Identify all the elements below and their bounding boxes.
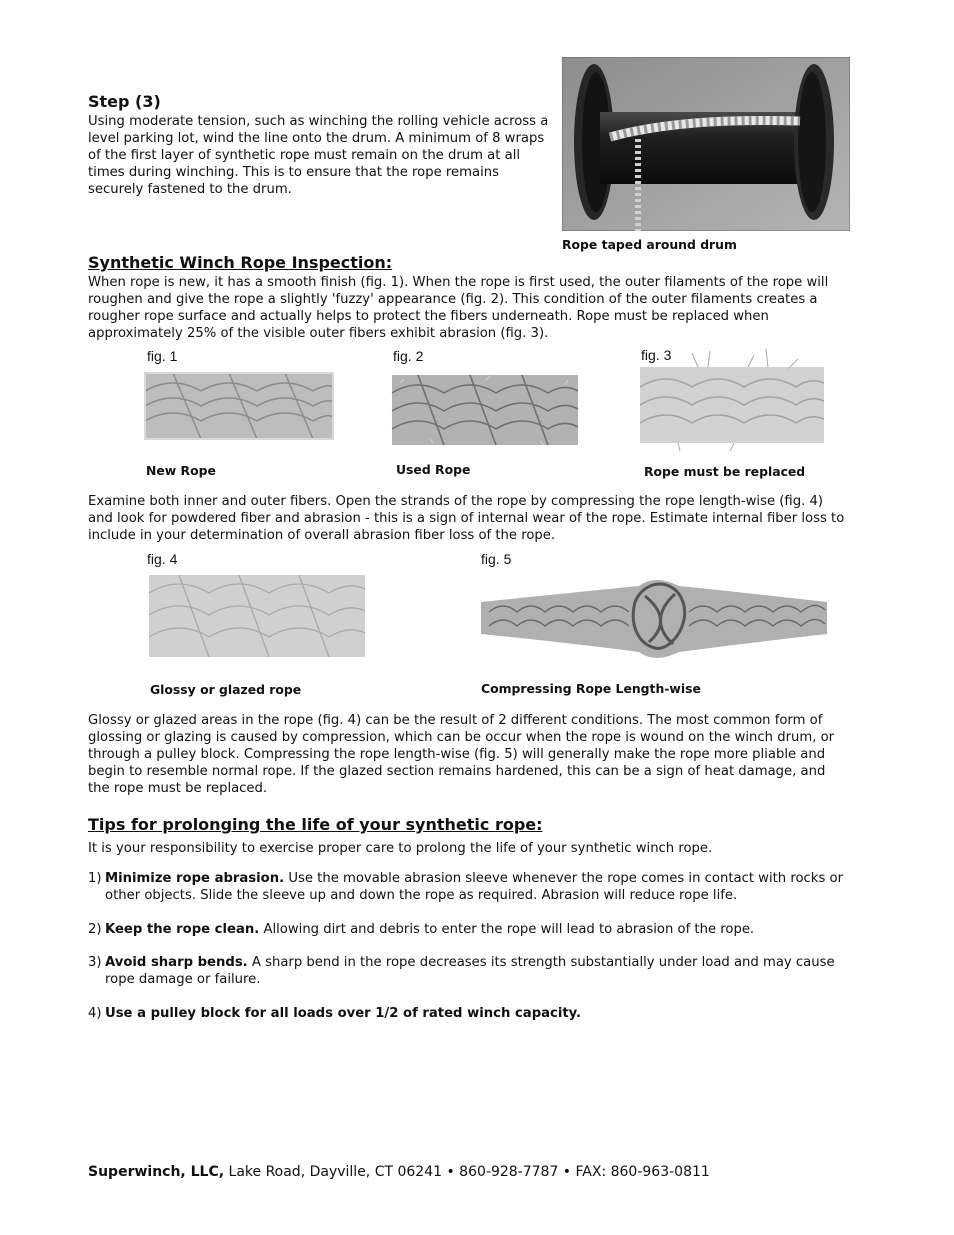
examine-paragraph: Examine both inner and outer fibers. Open the strands of the rope by compressing the rope length-wise (fig. 4) and look for powdered fiber and abrasion - this is a sign of internal wear of the rope. Estimate internal fiber loss to include in your determination of overall abrasion fiber loss of the rope. [88,494,845,543]
fig3-label: fig. 3 [641,347,672,363]
step3-title: Step (3) [88,92,161,111]
fig4-rope-image [145,571,369,663]
footer [88,1164,710,1180]
fig1-rope-image [143,369,335,445]
tip-item [88,1005,848,1022]
fig2-label: fig. 2 [393,348,424,364]
tips-intro: It is your responsibility to exercise proper care to prolong the life of your synthetic winch rope. [88,841,713,856]
tip-number: 2) [88,922,102,937]
tip-heading: Keep the rope clean. [105,922,260,937]
glossy-paragraph: Glossy or glazed areas in the rope (fig. 4) can be the result of 2 different conditions. The most common form of glossing or glazing is caused by compression, which can be occur when the rope is wound on the winch drum, or through a pulley block. Compressing the rope length-wise (fig. 5) will generally make the rope more pliable and begin to resemble normal rope. If the glazed section remains hardened, this can be a sign of heat damage, and the rope must be replaced. [88,713,835,796]
tip-item [88,954,848,988]
step3-body: Using moderate tension, such as winching the rolling vehicle across a level parking lot, wind the line onto the drum. A minimum of 8 wraps of the first layer of synthetic rope must remain on the drum at all times during winching. This is to ensure that the rope remains securely fastened to the drum. [88,114,549,197]
tip-heading: Avoid sharp bends. [105,955,248,970]
tip-number: 1) [88,871,102,886]
fig3-caption: Rope must be replaced [644,464,806,479]
fig5-rope-image [479,572,829,664]
fig3-rope-image [638,347,826,453]
fig4-caption: Glossy or glazed rope [150,682,302,697]
drum-photo-caption: Rope taped around drum [562,237,737,252]
tip-heading: Minimize rope abrasion. [105,871,285,886]
fig5-label: fig. 5 [481,551,512,567]
fig5-caption: Compressing Rope Length-wise [481,681,701,696]
inspection-intro: When rope is new, it has a smooth finish (fig. 1). When the rope is first used, the outer filaments of the rope will roughen and give the rope a slightly 'fuzzy' appearance (fig. 2). This condition of the outer filaments creates a rougher rope surface and actually helps to protect the fibers underneath. Rope must be replaced when approximately 25% of the visible outer fibers exhibit abrasion (fig. 3). [88,275,829,341]
tip-number: 3) [88,955,102,970]
footer-address: Lake Road, Dayville, CT 06241 • 860-928-7787 • FAX: 860-963-0811 [224,1164,710,1180]
footer-company: Superwinch, LLC, [88,1164,225,1180]
tip-item [88,870,848,904]
tip-heading: Use a pulley block for all loads over 1/2 of rated winch capacity. [105,1006,582,1021]
tip-text: A sharp bend in the rope decreases its strength substantially under load and may cause rope damage or failure. [105,955,835,987]
inspection-title: Synthetic Winch Rope Inspection: [88,253,393,272]
tip-text: Allowing dirt and debris to enter the rope will lead to abrasion of the rope. [259,922,755,937]
tip-number: 4) [88,1006,102,1021]
fig1-caption: New Rope [146,463,216,478]
tips-title: Tips for prolonging the life of your synthetic rope: [88,815,543,834]
tip-text: Use the movable abrasion sleeve whenever the rope comes in contact with rocks or other objects. Slide the sleeve up and down the rope as required. Abrasion will reduce rope life. [105,871,843,903]
tip-item [88,921,848,938]
fig2-rope-image [390,369,580,453]
fig2-caption: Used Rope [396,462,471,477]
fig1-label: fig. 1 [147,348,178,364]
drum-photo [562,57,850,231]
fig4-label: fig. 4 [147,551,178,567]
